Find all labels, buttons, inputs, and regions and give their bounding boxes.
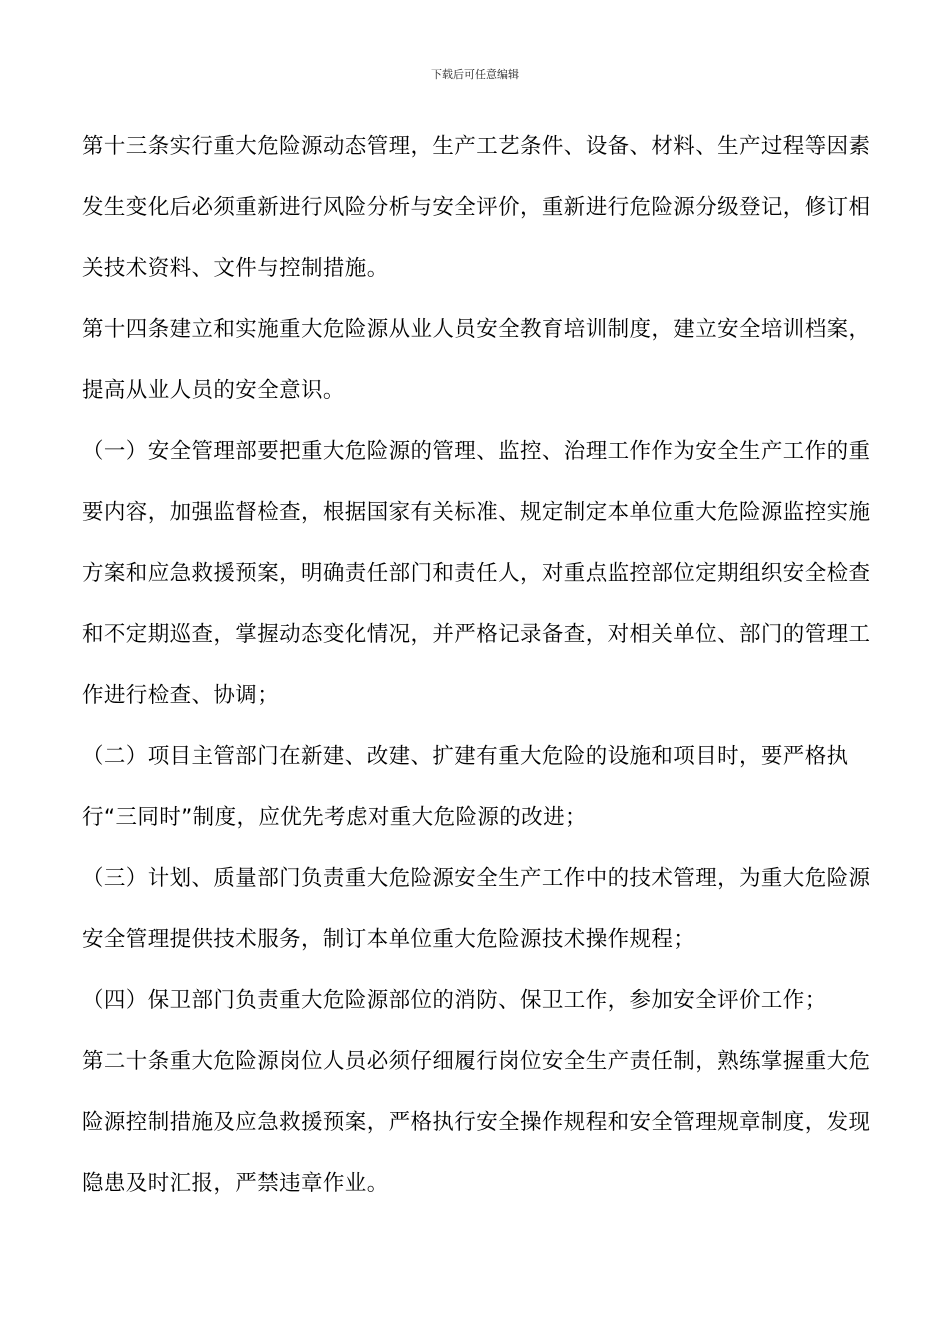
page-header-note: 下载后可任意编辑 bbox=[431, 68, 519, 81]
document-body bbox=[82, 116, 872, 1214]
paragraph-item-1: （一）安全管理部要把重大危险源的管理、监控、治理工作作为安全生产工作的重要内容，加强监督检查，根据国家有关标准、规定制定本单位重大危险源监控实施方案和应急救援预案，明确责任部门和责任人，对重点监控部位定期组织安全检查和不定期巡查，掌握动态变化情况，并严格记录备查，对相关单位、部门的管理工作进行检查、协调； bbox=[82, 439, 871, 708]
paragraph-item-3: （三）计划、质量部门负责重大危险源安全生产工作中的技术管理，为重大危险源安全管理提供技术服务，制订本单位重大危险源技术操作规程； bbox=[82, 866, 871, 952]
paragraph-item-4: （四）保卫部门负责重大危险源部位的消防、保卫工作，参加安全评价工作； bbox=[82, 988, 827, 1013]
paragraph-article-13: 第十三条实行重大危险源动态管理，生产工艺条件、设备、材料、生产过程等因素发生变化后必须重新进行风险分析与安全评价，重新进行危险源分级登记，修订相关技术资料、文件与控制措施。 bbox=[82, 134, 871, 281]
paragraph-article-20: 第二十条重大危险源岗位人员必须仔细履行岗位安全生产责任制，熟练掌握重大危险源控制措施及应急救援预案，严格执行安全操作规程和安全管理规章制度，发现隐患及时汇报，严禁违章作业。 bbox=[82, 1049, 871, 1196]
paragraph-item-2: （二）项目主管部门在新建、改建、扩建有重大危险的设施和项目时，要严格执行“三同时”制度，应优先考虑对重大危险源的改进； bbox=[82, 744, 849, 830]
paragraph-article-14: 第十四条建立和实施重大危险源从业人员安全教育培训制度，建立安全培训档案，提高从业人员的安全意识。 bbox=[82, 317, 871, 403]
